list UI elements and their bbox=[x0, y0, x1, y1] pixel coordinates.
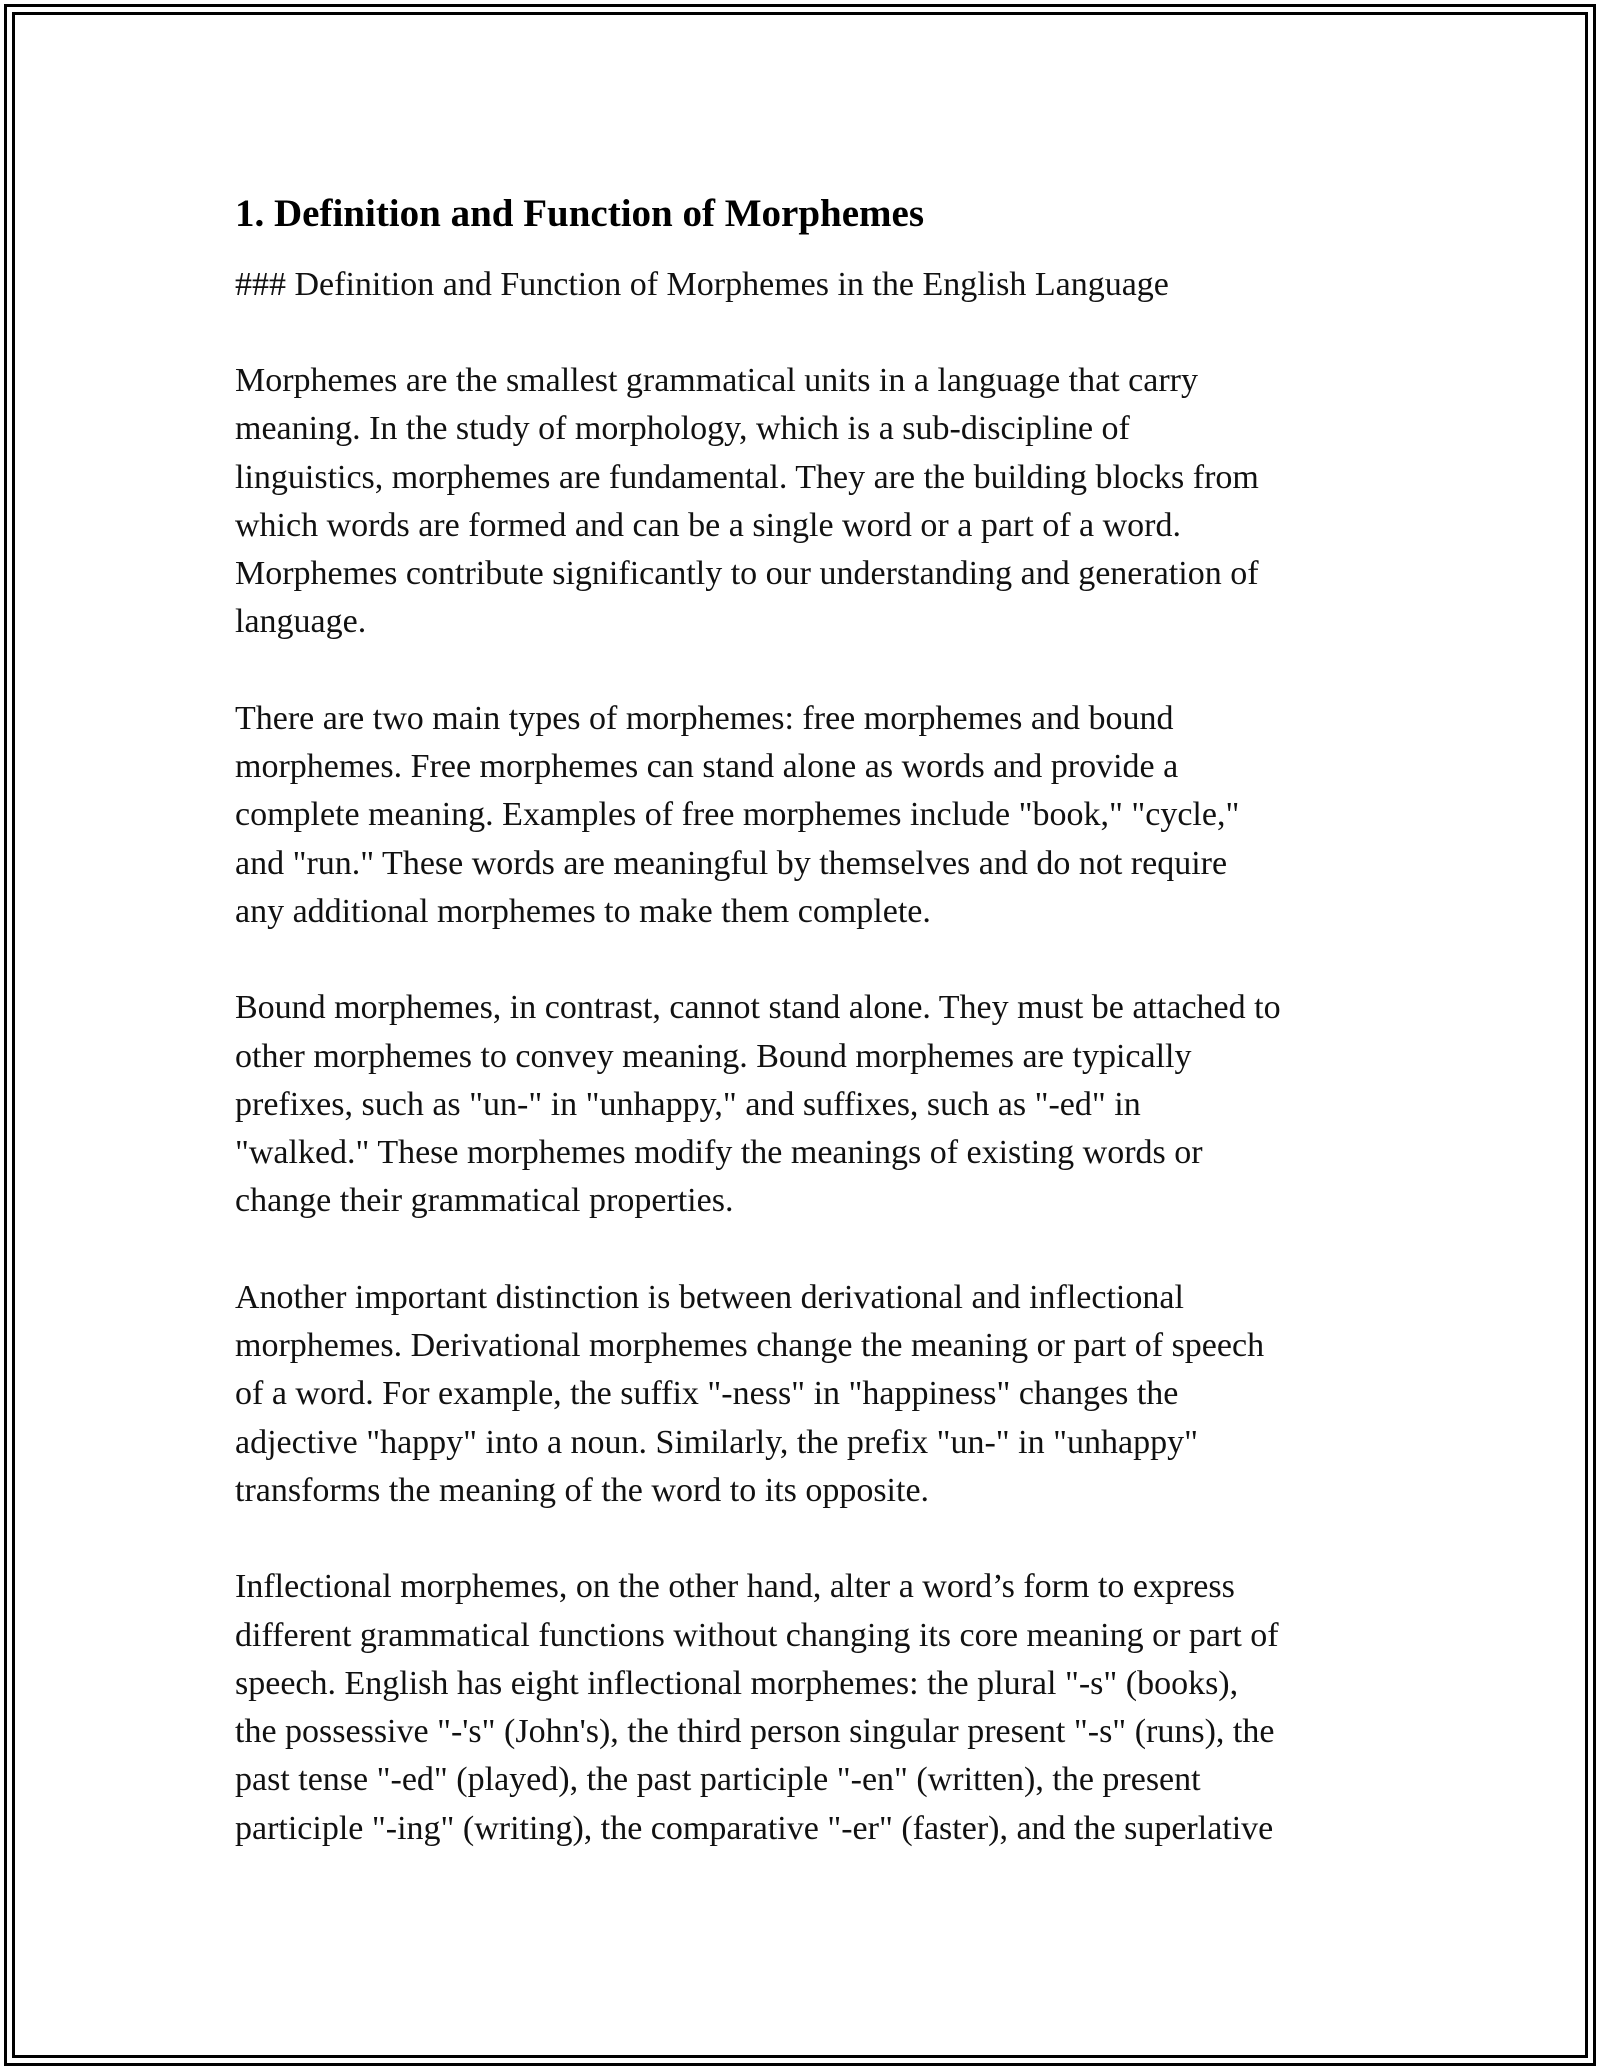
section-subheading: ### Definition and Function of Morphemes in the English Language bbox=[235, 266, 1169, 303]
document-body bbox=[235, 188, 1375, 1853]
paragraph-bound-morphemes: Bound morphemes, in contrast, cannot stand alone. They must be attached to other morphemes to convey meaning. Bound morphemes are typically prefixes, such as "un-" in "unhappy," and suffixes, such as "-ed" in "walked." These morphemes modify the meanings of existing words or change their grammatical properties. bbox=[235, 989, 1281, 1220]
paragraph-inflectional-morphemes: Inflectional morphemes, on the other hand, alter a word’s form to express different grammatical functions without changing its core meaning or part of speech. English has eight inflectional morphemes: the plural "-s" (books), the possessive "-'s" (John's), the third person singular present "-s" (runs), the past tense "-ed" (played), the past participle "-en" (written), the present participle "-ing" (writing), the comparative "-er" (faster), and the superlative bbox=[235, 1568, 1279, 1847]
section-title: 1. Definition and Function of Morphemes bbox=[235, 192, 925, 235]
paragraph-free-morphemes: There are two main types of morphemes: free morphemes and bound morphemes. Free morphemes can stand alone as words and provide a complete meaning. Examples of free morphemes include "book," "cycle," and "run." These words are meaningful by themselves and do not require any additional morphemes to make them complete. bbox=[235, 699, 1240, 930]
paragraph-derivational-morphemes: Another important distinction is between derivational and inflectional morphemes. Derivational morphemes change the meaning or part of speech of a word. For example, the suffix "-ness" in "happiness" changes the adjective "happy" into a noun. Similarly, the prefix "un-" in "unhappy" transforms the meaning of the word to its opposite. bbox=[235, 1278, 1265, 1509]
paragraph-morpheme-definition: Morphemes are the smallest grammatical units in a language that carry meaning. In the study of morphology, which is a sub-discipline of linguistics, morphemes are fundamental. They are the building blocks from which words are formed and can be a single word or a part of a word. Morphemes contribute significantly to our understanding and generation of language. bbox=[235, 362, 1259, 641]
